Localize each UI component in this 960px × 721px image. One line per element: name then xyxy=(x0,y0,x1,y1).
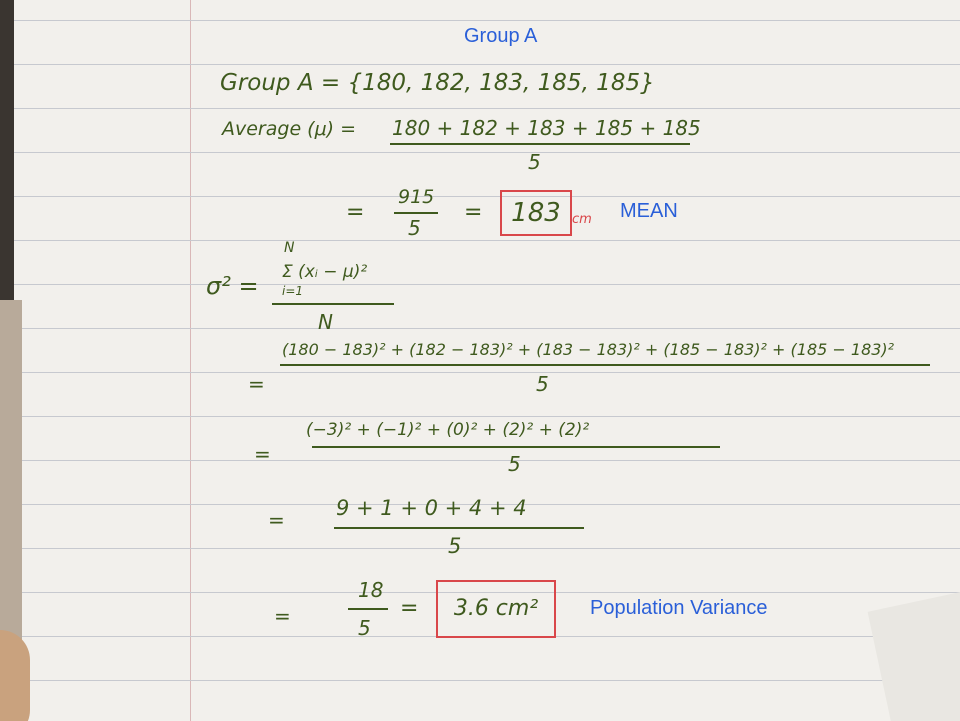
set-definition: Group A = {180, 182, 183, 185, 185} xyxy=(220,70,655,96)
average-fraction-bar xyxy=(390,143,690,145)
mean-equals: = xyxy=(346,200,365,225)
mean-value: 183 xyxy=(511,198,561,228)
final-fraction-bar xyxy=(348,608,388,610)
step3-fraction-bar xyxy=(334,527,584,529)
ruled-line xyxy=(14,108,960,109)
title-label: Group A xyxy=(464,25,538,47)
variance-value: 3.6 cm² xyxy=(453,596,539,621)
sum-expression: Σ (xᵢ − μ)² xyxy=(282,262,368,282)
ruled-line xyxy=(14,240,960,241)
thumb xyxy=(0,630,30,721)
step2-numerator: (−3)² + (−1)² + (0)² + (2)² + (2)² xyxy=(306,420,590,440)
sum-upper-limit: N xyxy=(284,240,295,256)
sum-lower-limit: i=1 xyxy=(282,284,304,298)
mean-unit: cm xyxy=(572,212,592,227)
step2-fraction-bar xyxy=(312,446,720,448)
step1-fraction-bar xyxy=(280,364,930,366)
mean-result-box xyxy=(500,190,572,236)
ruled-line xyxy=(14,548,960,549)
step1-equals: = xyxy=(248,372,265,396)
step3-numerator: 9 + 1 + 0 + 4 + 4 xyxy=(336,496,527,520)
step3-denominator: 5 xyxy=(448,534,462,558)
ruled-line xyxy=(14,284,960,285)
step1-denominator: 5 xyxy=(536,372,549,396)
sigma-fraction-bar xyxy=(272,303,394,305)
mean-fraction-bar xyxy=(394,212,438,214)
variance-result-box xyxy=(436,580,556,638)
sigma-squared: σ² = xyxy=(206,272,259,300)
mean-numerator: 915 xyxy=(398,186,435,208)
ruled-line xyxy=(14,20,960,21)
final-equals: = xyxy=(274,604,291,628)
sigma-denominator: N xyxy=(318,310,333,334)
ruled-line xyxy=(14,372,960,373)
ruled-line xyxy=(14,416,960,417)
step3-equals: = xyxy=(268,508,285,532)
step2-equals: = xyxy=(254,442,271,466)
ruled-line xyxy=(14,460,960,461)
final-denominator: 5 xyxy=(358,616,371,640)
final-equals-2: = xyxy=(400,596,419,621)
average-numerator: 180 + 182 + 183 + 185 + 185 xyxy=(392,116,701,140)
ruled-line xyxy=(14,152,960,153)
step1-numerator: (180 − 183)² + (182 − 183)² + (183 − 183)² + (185 − 183)² + (185 − 183)² xyxy=(282,340,895,359)
average-label: Average (μ) = xyxy=(222,118,357,140)
average-denominator: 5 xyxy=(528,150,541,174)
ruled-line xyxy=(14,680,960,681)
ruled-line xyxy=(14,196,960,197)
mean-label: MEAN xyxy=(620,200,678,222)
mean-denominator: 5 xyxy=(408,216,421,240)
variance-label: Population Variance xyxy=(590,597,768,619)
final-numerator: 18 xyxy=(358,578,384,602)
ruled-line xyxy=(14,328,960,329)
step2-denominator: 5 xyxy=(508,452,521,476)
ruled-line xyxy=(14,64,960,65)
mean-equals-2: = xyxy=(464,200,483,225)
